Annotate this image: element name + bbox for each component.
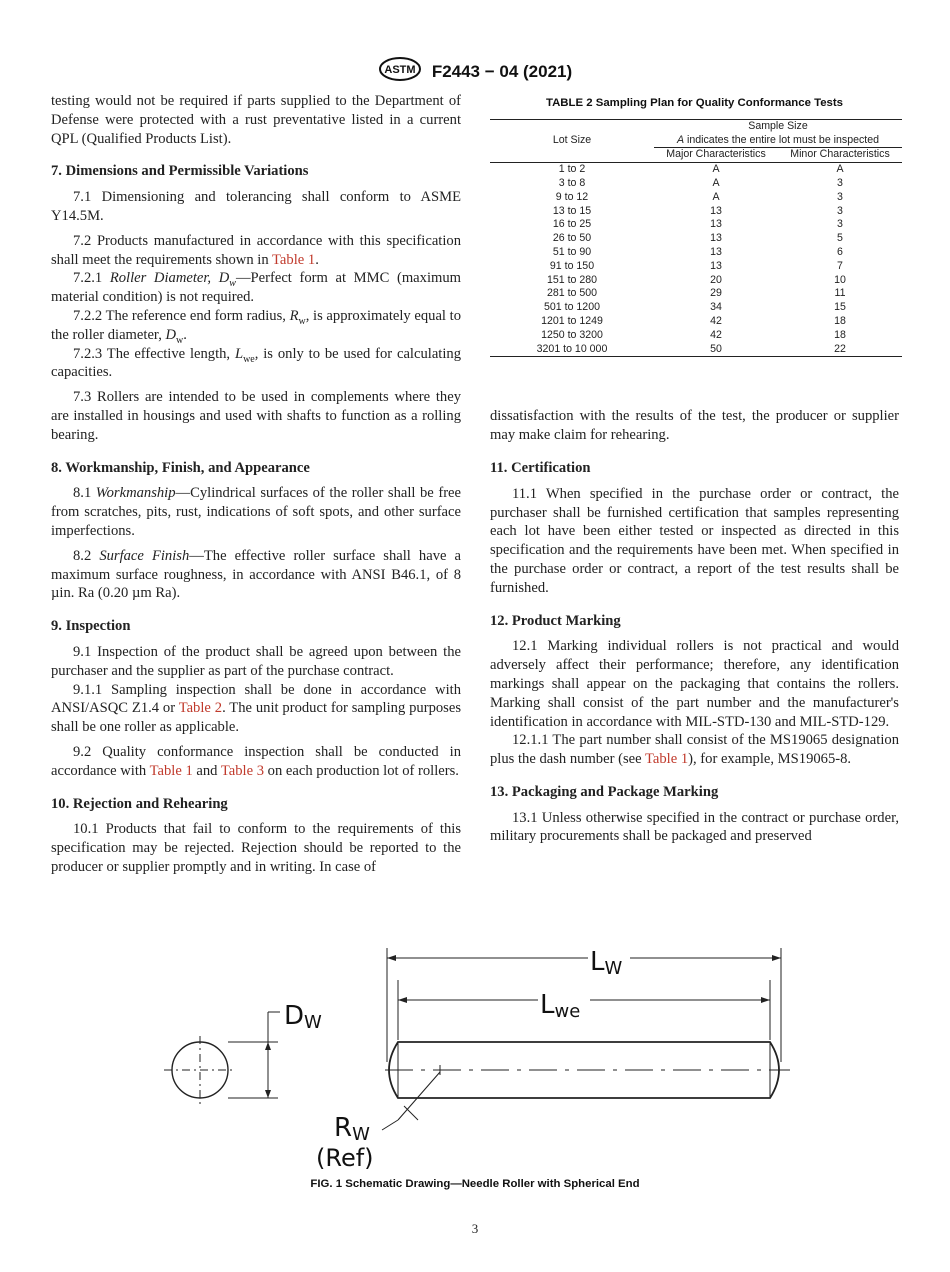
paragraph-11-1: 11.1 When specified in the purchase order or contract, the purchaser shall be furnished certification that samples representing each lot have been either tested or inspected as directed in this specification and the requirements have been met. When specified in the purchase order or contract, a report of the test results shall be furnished. (490, 485, 899, 596)
cell-lot-size: 26 to 50 (552, 232, 592, 245)
cell-minor: 6 (837, 245, 843, 258)
figure-caption: FIG. 1 Schematic Drawing—Needle Roller with Spherical End (310, 1178, 640, 1190)
table-3-link[interactable]: Table 3 (220, 762, 265, 779)
table-row (490, 232, 902, 246)
figure-1 (150, 940, 800, 1175)
sampling-plan-table (490, 119, 902, 358)
paragraph-8-2: 8.2 Surface Finish—The effective roller surface shall have a maximum surface roughness, in accordance with ANSI B46.1, of 8 µin. Ra (0.20 µm Ra). (51, 547, 462, 602)
table-row (490, 274, 902, 288)
col-lot-size: Lot Size (490, 119, 654, 162)
section-7-title: 7. Dimensions and Permissible Variations (51, 163, 309, 180)
table-row (490, 315, 902, 329)
col-major: Major Characteristics (654, 148, 778, 163)
table-row (490, 343, 902, 357)
cell-minor: 18 (834, 328, 846, 341)
col-sample-size: Sample Size (654, 119, 902, 133)
cell-major: A (712, 176, 720, 189)
paragraph-12-1-1: 12.1.1 The part number shall consist of the MS19065 designation plus the dash number (see Table 1), for example, MS19065-8. (490, 732, 899, 768)
section-12-title: 12. Product Marking (490, 612, 621, 629)
cell-minor: 3 (837, 204, 843, 217)
right-column (490, 92, 899, 846)
cell-lot-size: 501 to 1200 (544, 301, 600, 314)
table-row (490, 287, 902, 301)
cell-lot-size: 1 to 2 (558, 163, 586, 176)
cell-minor: 10 (834, 273, 846, 286)
table-row (490, 205, 902, 219)
cell-lot-size: 151 to 280 (546, 273, 598, 286)
cell-major: 13 (710, 245, 722, 258)
cell-minor: 3 (837, 176, 843, 189)
paragraph-7-2: 7.2 Products manufactured in accordance with this specification shall meet the requirements shown in Table 1. (51, 232, 461, 268)
page-header (0, 56, 950, 87)
cell-lot-size: 16 to 25 (552, 218, 592, 231)
cell-lot-size: 1250 to 3200 (541, 328, 603, 341)
cell-minor: 3 (837, 218, 843, 231)
lw-label: LW (590, 947, 623, 979)
paragraph-7-2-1: 7.2.1 Roller Diameter, $D_w—Perfect$ form at MMC (maximum material condition) is not required. (51, 270, 462, 306)
lwe-label: Lwe (540, 990, 581, 1022)
left-column (51, 92, 461, 877)
paragraph-13-1: 13.1 Unless otherwise specified in the contract or purchase order, military procurements shall be packaged and preserved (490, 809, 899, 845)
col-minor: Minor Characteristics (778, 148, 902, 163)
paragraph-7-2-2: 7.2.2 The reference end form radius, $R_w$, is approximately equal to the roller diameter, $D_w$. (51, 307, 461, 346)
document-designation: F2443 − 04 (2021) (431, 61, 573, 81)
paragraph-10-1: 10.1 Products that fail to conform to the requirements of this specification may be rejected. Rejection should be reported to the producer or supplier promptly and in writing. In case of (51, 821, 461, 875)
paragraph-8-1: 8.1 Workmanship—Cylindrical surfaces of the roller shall be free from scratches, pits, rust, indications of soft spots, and other surface imperfections. (51, 485, 462, 539)
section-11-title: 11. Certification (490, 459, 591, 476)
section-8-title: 8. Workmanship, Finish, and Appearance (51, 459, 310, 476)
dw-label: DW (284, 1001, 322, 1033)
svg-text:ASTM: ASTM (384, 64, 416, 76)
paragraph-10-1-cont: dissatisfaction with the results of the test, the producer or supplier may make claim for rehearing. (490, 408, 899, 444)
cell-minor: 18 (834, 314, 846, 327)
cell-major: 13 (710, 218, 722, 231)
table-1-link[interactable]: Table 1 (149, 762, 193, 779)
cell-minor: 7 (837, 259, 843, 272)
table-row (490, 218, 902, 232)
table-1-link[interactable]: Table 1 (272, 251, 316, 268)
cell-minor: A (836, 163, 844, 176)
cell-lot-size: 9 to 12 (555, 190, 589, 203)
cell-minor: 3 (837, 190, 843, 203)
cell-minor: 5 (837, 232, 843, 245)
table-1-link[interactable]: Table 1 (644, 751, 689, 768)
cell-major: 34 (710, 301, 722, 314)
cell-lot-size: 281 to 500 (546, 287, 598, 300)
cell-major: 42 (710, 328, 722, 341)
paragraph-7-2-3: 7.2.3 The effective length, $L_{we}$, is only to be used for calculating capacities. (51, 345, 461, 381)
section-13-title: 13. Packaging and Package Marking (490, 783, 719, 800)
cell-major: A (712, 190, 720, 203)
rw-label: RW (334, 1113, 370, 1145)
table-row (490, 163, 902, 177)
cell-major: 13 (710, 204, 722, 217)
page-number: 3 (471, 1221, 479, 1236)
cell-major: 13 (710, 259, 722, 272)
table-row (490, 191, 902, 205)
section-9-title: 9. Inspection (51, 618, 131, 635)
cell-minor: 15 (834, 301, 846, 314)
cell-lot-size: 1201 to 1249 (541, 314, 603, 327)
cell-minor: 22 (778, 343, 902, 357)
table-row (490, 301, 902, 315)
sample-note-text: indicates the entire lot must be inspected (684, 133, 879, 146)
table-2-caption: TABLE 2 Sampling Plan for Quality Conformance Tests (545, 97, 844, 109)
ref-label: (Ref) (316, 1144, 374, 1172)
cell-lot-size: 3 to 8 (558, 176, 586, 189)
cell-minor: 11 (834, 287, 846, 300)
table-row (490, 329, 902, 343)
table-2-link[interactable]: Table 2 (178, 700, 223, 717)
table-row (490, 246, 902, 260)
cell-lot-size: 13 to 15 (552, 204, 592, 217)
paragraph-9-1-1: 9.1.1 Sampling inspection shall be done in accordance with ANSI/ASQC Z1.4 or Table 2. The unit product for sampling purposes shall be one roller as applicable. (51, 681, 462, 736)
paragraph-9-2: 9.2 Quality conformance inspection shall be conducted in accordance with Table 1 and Table 3 on each production lot of rollers. (51, 743, 461, 779)
cell-lot-size: 51 to 90 (552, 245, 592, 258)
cell-major: 50 (654, 343, 778, 357)
cell-major: 13 (710, 232, 722, 245)
cell-major: 29 (710, 287, 722, 300)
roller-drawing (150, 940, 800, 1175)
paragraph-7-1: 7.1 Dimensioning and tolerancing shall conform to ASME Y14.5M. (51, 189, 461, 224)
astm-logo (378, 56, 422, 87)
paragraph-9-1: 9.1 Inspection of the product shall be agreed upon between the purchaser and the supplier as part of the purchase contract. (51, 643, 461, 679)
cell-major: 42 (710, 314, 722, 327)
cell-major: A (712, 163, 720, 176)
cell-lot-size: 3201 to 10 000 (490, 343, 654, 357)
paragraph-12-1: 12.1 Marking individual rollers is not practical and would adversely affect their performance; therefore, any identification markings shall appear on the packaging that contains the rollers. Marking shall consist of the part number and the manufacturer's identification in accordance with MIL-STD-130 and MIL-STD-129. (490, 638, 899, 730)
table-row (490, 260, 902, 274)
cell-lot-size: 91 to 150 (549, 259, 595, 272)
cell-major: 20 (710, 273, 722, 286)
paragraph-intro: testing would not be required if parts supplied to the Department of Defense were protected with a rust preventative listed in a current QPL (Qualified Products List). (51, 93, 461, 147)
table-row (490, 177, 902, 191)
sample-note: A indicates the entire lot must be inspected (654, 134, 902, 148)
paragraph-7-3: 7.3 Rollers are intended to be used in complements where they are installed in housings and used with shafts to function as a rolling bearing. (51, 389, 461, 443)
section-10-title: 10. Rejection and Rehearing (51, 795, 228, 812)
